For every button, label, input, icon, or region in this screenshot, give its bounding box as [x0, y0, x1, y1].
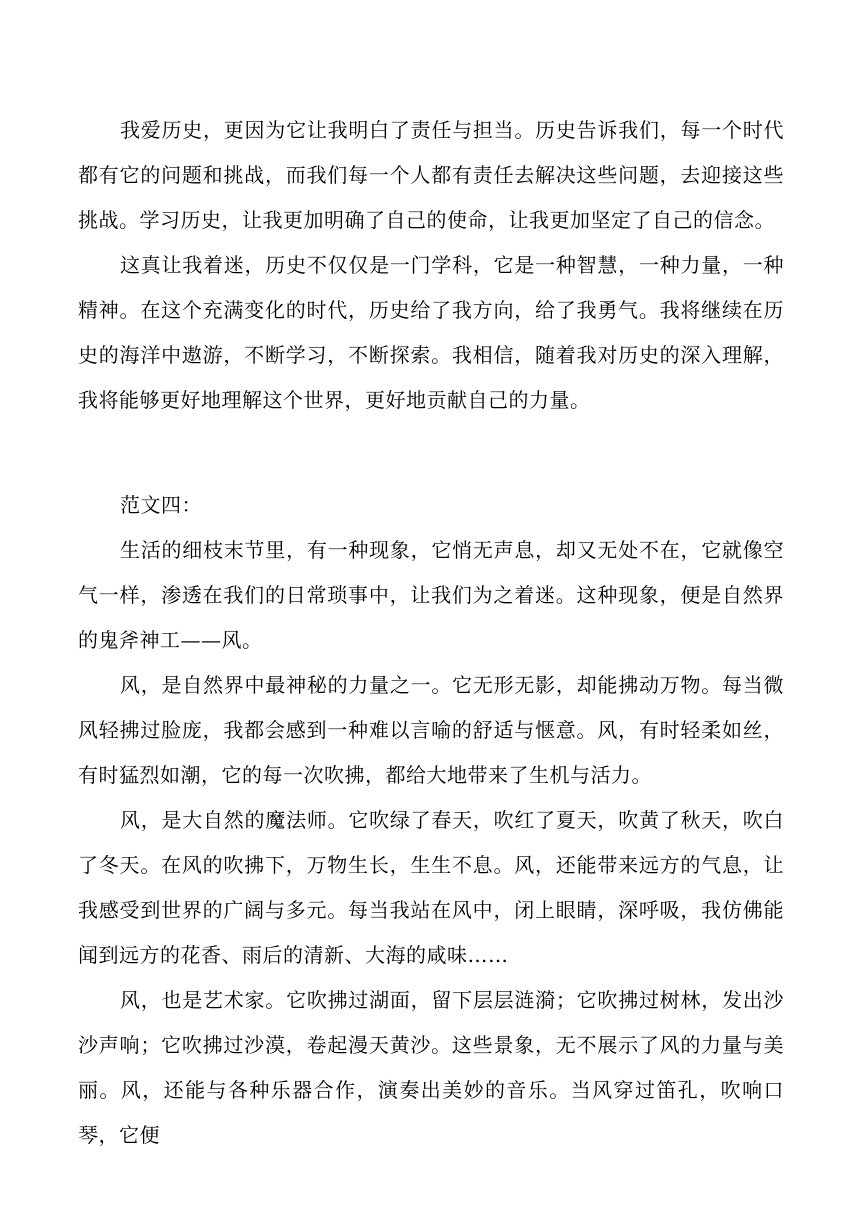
- document-page: [78, 108, 784, 1158]
- paragraph-wind-artist: 风，也是艺术家。它吹拂过湖面，留下层层涟漪；它吹拂过树林，发出沙沙声响；它吹拂过沙漠，卷起漫天黄沙。这些景象，无不展示了风的力量与美丽。风，还能与各种乐器合作，演奏出美妙的音乐。当风穿过笛孔，吹响口琴，它便: [78, 988, 784, 1147]
- section-heading: 范文四：: [120, 493, 202, 517]
- section-spacer: [78, 423, 784, 483]
- paragraph-wind-mystery: 风，是自然界中最神秘的力量之一。它无形无影，却能拂动万物。每当微风轻拂过脸庞，我都会感到一种难以言喻的舒适与惬意。风，有时轻柔如丝，有时猛烈如潮，它的每一次吹拂，都给大地带来了生机与活力。: [78, 673, 784, 787]
- paragraph-wind-intro: 生活的细枝末节里，有一种现象，它悄无声息，却又无处不在，它就像空气一样，渗透在我们的日常琐事中，让我们为之着迷。这种现象，便是自然界的鬼斧神工——风。: [78, 538, 784, 652]
- paragraph-history-responsibility: 我爱历史，更因为它让我明白了责任与担当。历史告诉我们，每一个时代都有它的问题和挑战，而我们每一个人都有责任去解决这些问题，去迎接这些挑战。学习历史，让我更加明确了自己的使命，让我更加坚定了自己的信念。: [78, 118, 784, 232]
- paragraph-history-fascination: 这真让我着迷，历史不仅仅是一门学科，它是一种智慧，一种力量，一种精神。在这个充满变化的时代，历史给了我方向，给了我勇气。我将继续在历史的海洋中遨游，不断学习，不断探索。我相信，随着我对历史的深入理解，我将能够更好地理解这个世界，更好地贡献自己的力量。: [78, 253, 784, 412]
- paragraph-wind-magician: 风，是大自然的魔法师。它吹绿了春天，吹红了夏天，吹黄了秋天，吹白了冬天。在风的吹拂下，万物生长，生生不息。风，还能带来远方的气息，让我感受到世界的广阔与多元。每当我站在风中，闭上眼睛，深呼吸，我仿佛能闻到远方的花香、雨后的清新、大海的咸味……: [78, 808, 784, 967]
